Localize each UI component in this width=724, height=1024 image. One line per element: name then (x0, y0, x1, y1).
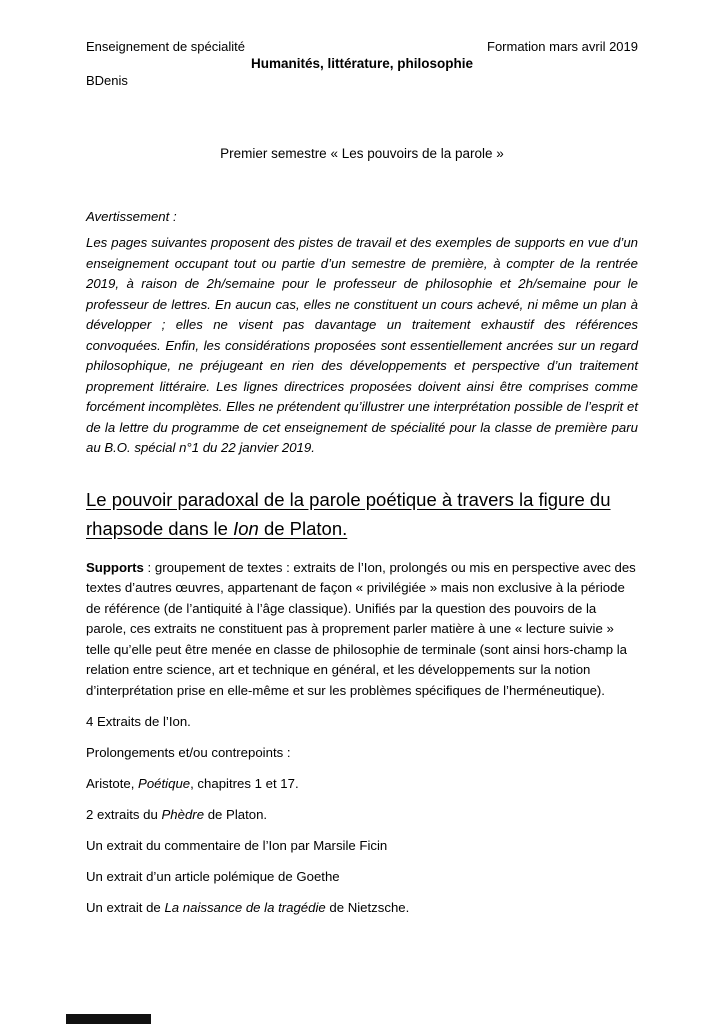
footer-mark (66, 1014, 151, 1024)
avertissement-body: Les pages suivantes proposent des pistes de travail et des exemples de supports en vue d’un enseignement occupant tout ou partie d’un semestre de première, à compter de la rentrée 2019, à raison de 2h/semaine pour le professeur de philosophie et 2h/semaine pour le professeur de lettres. En aucun cas, elles ne constituent un cours achevé, ni même un plan à développer ; elles ne visent pas davantage un traitement exhaustif des références convoquées. Enfin, les considérations proposées sont essentiellement ancrées sur un regard philosophique, ne préjugeant en rien des développements et perspective d’un traitement proprement littéraire. Les lignes directrices proposées doivent ainsi être comprises comme forcément incomplètes. Elles ne prétendent qu’illustrer une interprétation possible de l’esprit et de la lettre du programme de cet enseignement de spécialité pour la classe de première paru au B.O. spécial n°1 du 22 janvier 2019. (86, 235, 638, 455)
supports-paragraph: Supports : groupement de textes : extraits de l’Ion, prolongés ou mis en perspective avec des textes d’autres œuvres, appartenant de façon « privilégiée » mais non exclusive à la période de référence (de l’antiquité à l’âge classique). Unifiés par la question des pouvoirs de la parole, ces extraits ne constituent pas à proprement parler matière à une « lecture suivie » telle qu’elle peut être menée en classe de philosophie de terminale (sont ainsi hors-champ la relation entre science, art et technique en général, et les développements sur la notion d’interprétation prise en elle-même et sur les problèmes spécifiques de l’herméneutique). (86, 559, 636, 698)
header-left-text: Enseignement de spécialité (86, 39, 245, 54)
header-center-text: Humanités, littérature, philosophie (250, 56, 474, 71)
paragraph-nietzsche: Un extrait de La naissance de la tragédie de Nietzsche. (86, 900, 410, 915)
paragraph-goethe: Un extrait d’un article polémique de Goethe (86, 869, 340, 884)
document-title: Premier semestre « Les pouvoirs de la parole » (220, 146, 504, 161)
document-header (86, 38, 638, 55)
paragraph-prolongements: Prolongements et/ou contrepoints : (86, 745, 291, 760)
avertissement-label: Avertissement : (86, 209, 177, 224)
paragraph-phedre: 2 extraits du Phèdre de Platon. (86, 807, 268, 822)
header-right-text: Formation mars avril 2019 (487, 39, 638, 54)
header-author-text: BDenis (86, 73, 128, 88)
paragraph-aristote: Aristote, Poétique, chapitres 1 et 17. (86, 776, 299, 791)
paragraph-ficin: Un extrait du commentaire de l’Ion par Marsile Ficin (86, 838, 388, 853)
section-heading: Le pouvoir paradoxal de la parole poétique à travers la figure du rhapsode dans le Ion de Platon. (86, 488, 611, 539)
paragraph-extraits-ion: 4 Extraits de l’Ion. (86, 714, 191, 729)
